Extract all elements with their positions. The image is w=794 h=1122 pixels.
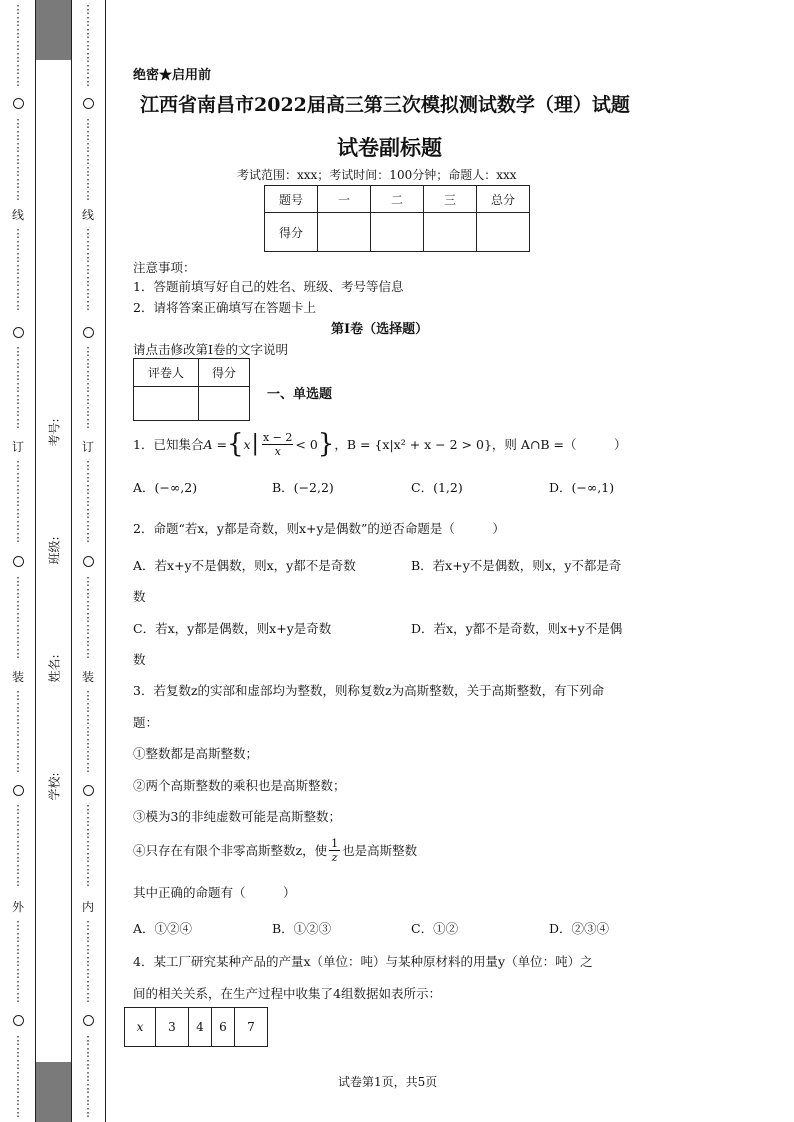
q2-option-d-cont: 数 (133, 652, 146, 667)
q2-option-c: C．若x，y都是偶数，则x+y是奇数 (133, 621, 332, 636)
note-item: 2．请将答案正确填写在答题卡上 (133, 300, 316, 315)
gutter-line (71, 0, 72, 1122)
score-cell: 得分 (265, 213, 318, 252)
q3-statement: ②两个高斯整数的乘积也是高斯整数； (133, 778, 346, 793)
school-label: 学校: (47, 772, 62, 801)
class-label: 班级: (47, 536, 62, 565)
q1-option: D．(−∞,1) (549, 480, 615, 495)
grader-score-label: 得分 (199, 359, 250, 387)
q3-ask: 其中正确的命题有（ ） (133, 885, 296, 900)
question-3-stem-cont: 题： (133, 715, 159, 730)
q2-option-b-cont: 数 (133, 589, 146, 604)
q3-option: A．①②④ (133, 921, 193, 936)
secret-mark: 绝密★启用前 (133, 68, 212, 83)
q3-option: B．①②③ (272, 921, 332, 936)
q4-table-header: x (125, 1008, 156, 1047)
q3-statement: ③模为3的非纯虚数可能是高斯整数； (133, 809, 341, 824)
seal-circle-icon (13, 556, 24, 567)
seal-circle-icon (83, 98, 94, 109)
q3-s4-num: 1 (331, 836, 339, 850)
seal-circle-icon (13, 98, 24, 109)
seal-char: 线 (11, 208, 24, 222)
score-cell (424, 213, 477, 252)
section-title: 第I卷（选择题） (331, 322, 429, 337)
score-cell (371, 213, 424, 252)
seal-char: 装 (11, 670, 24, 684)
q4-table-cell: 3 (156, 1008, 189, 1047)
grader-cell (134, 387, 199, 421)
exam-title: 江西省南昌市2022届高三第三次模拟测试数学（理）试题 (140, 94, 630, 116)
seal-char: 订 (81, 440, 94, 454)
question-2-stem: 2．命题“若x，y都是奇数，则x+y是偶数”的逆否命题是（ ） (133, 521, 505, 536)
q1-fraction (262, 431, 293, 458)
grader-cell (199, 387, 250, 421)
seal-circle-icon (83, 785, 94, 796)
bar-icon: | (251, 431, 259, 456)
q3-statement-4 (133, 834, 417, 866)
question-4-stem-cont: 间的相关关系，在生产过程中收集了4组数据如表所示： (133, 986, 441, 1001)
seal-circle-icon (13, 1015, 24, 1026)
q1-setB: ，B = {x|x² + x − 2 > 0} (334, 437, 492, 452)
seal-circle-icon (13, 785, 24, 796)
gutter-line (35, 0, 36, 1122)
exam-info: 考试范围：xxx；考试时间：100分钟；命题人：xxx (237, 168, 517, 182)
q1-prefix: 1．已知集合 (133, 437, 204, 452)
seal-circle-icon (83, 1015, 94, 1026)
name-label: 姓名: (47, 654, 62, 683)
page-footer: 试卷第1页，共5页 (338, 1075, 438, 1089)
exam-subtitle: 试卷副标题 (337, 135, 442, 160)
seal-circle-icon (83, 556, 94, 567)
q3-s4-text: ④只存在有限个非零高斯整数z，使 (133, 843, 328, 858)
seal-char: 外 (11, 900, 24, 914)
question-4-stem: 4．某工厂研究某种产品的产量x（单位：吨）与某种原材料的用量y（单位：吨）之 (133, 954, 593, 969)
gutter-shade-bottom (35, 1062, 71, 1122)
note-item: 1．答题前填写好自己的姓名、班级、考号等信息 (133, 279, 404, 294)
q1-frac-num: x − 2 (262, 430, 293, 444)
q1-lt0: < 0 (295, 436, 318, 452)
q1-setA-lhs: A = (203, 436, 227, 452)
q3-s4-fraction (329, 837, 340, 864)
q1-frac-den: x (274, 444, 281, 458)
q1-option: C．(1,2) (411, 480, 463, 495)
score-header-cell: 一 (318, 186, 371, 213)
q3-option: C．①② (411, 921, 459, 936)
section-hint: 请点击修改第I卷的文字说明 (133, 342, 288, 357)
q1-suffix: ，则 A∩B =（ ） (491, 437, 627, 452)
q2-option-b: B．若x+y不是偶数，则x，y不都是奇 (411, 558, 622, 573)
q4-table-cell: 4 (189, 1008, 212, 1047)
gutter-line (105, 0, 106, 1122)
question-1 (133, 428, 627, 460)
score-header-cell: 题号 (265, 186, 318, 213)
q3-s4-den: z (331, 850, 338, 864)
grader-label: 评卷人 (134, 359, 199, 387)
seal-char: 线 (81, 208, 94, 222)
score-header-cell: 二 (371, 186, 424, 213)
score-table (264, 185, 530, 252)
seal-char: 装 (81, 670, 94, 684)
q1-setA-var: x (243, 436, 251, 452)
right-brace-icon: } (317, 429, 335, 459)
q4-table-cell: 7 (235, 1008, 268, 1047)
q4-data-table (124, 1007, 268, 1047)
score-cell (318, 213, 371, 252)
score-header-cell: 三 (424, 186, 477, 213)
q3-s4-text-end: 也是高斯整数 (342, 843, 418, 858)
q1-option: B．(−2,2) (272, 480, 334, 495)
exam-number-label: 考号: (47, 418, 62, 447)
seal-char: 内 (81, 900, 94, 914)
grader-table (133, 358, 250, 421)
seal-char: 订 (11, 440, 24, 454)
q4-table-cell: 6 (212, 1008, 235, 1047)
seal-circle-icon (83, 327, 94, 338)
q1-option: A．(−∞,2) (133, 480, 198, 495)
score-cell (477, 213, 530, 252)
question-3-stem: 3．若复数z的实部和虚部均为整数，则称复数z为高斯整数，关于高斯整数，有下列命 (133, 683, 605, 698)
q2-option-a: A．若x+y不是偶数，则x，y都不是奇数 (133, 558, 356, 573)
seal-circle-icon (13, 327, 24, 338)
notes-heading: 注意事项： (133, 260, 196, 275)
q2-option-d: D．若x，y都不是奇数，则x+y不是偶 (411, 621, 623, 636)
score-header-cell: 总分 (477, 186, 530, 213)
q3-statement: ①整数都是高斯整数； (133, 746, 259, 761)
gutter-shade-top (35, 0, 71, 60)
q3-option: D．②③④ (549, 921, 610, 936)
left-brace-icon: { (226, 429, 244, 459)
part-title: 一、单选题 (267, 387, 333, 402)
